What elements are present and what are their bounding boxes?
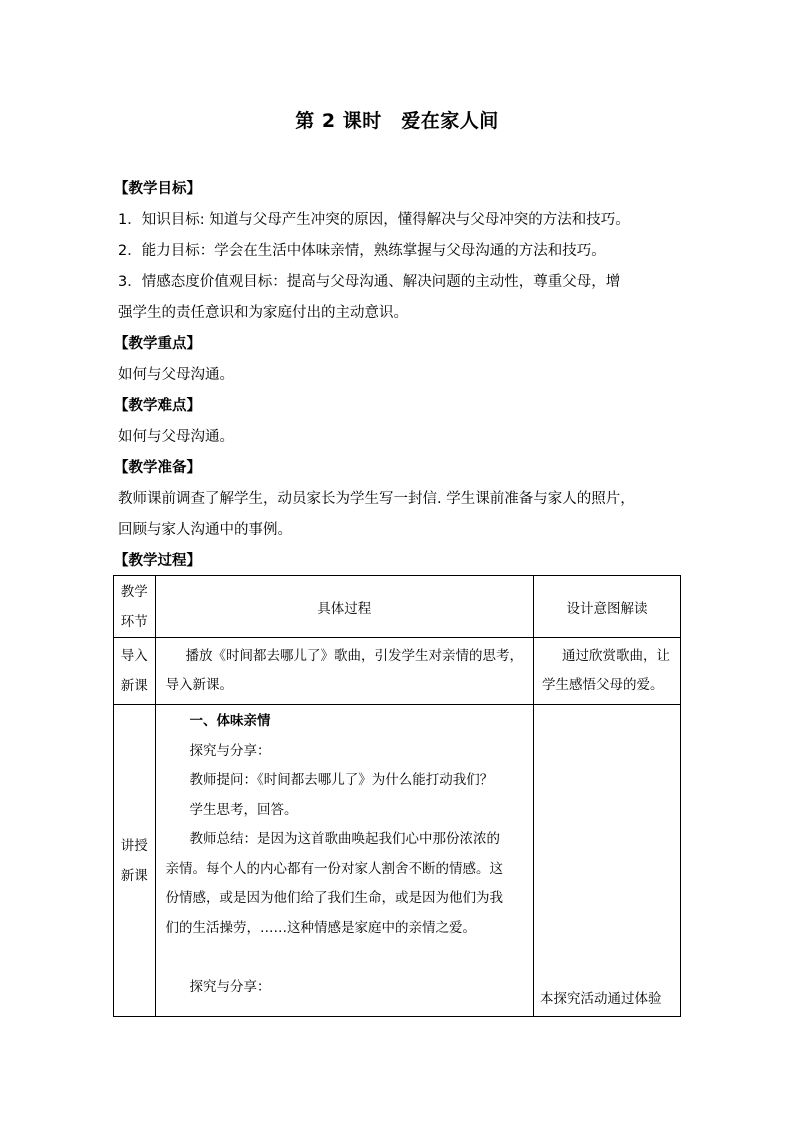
intro-design — [534, 638, 681, 705]
lecture-student-answer: 学生思考，回答。 — [189, 801, 298, 818]
table-row-intro — [114, 638, 681, 705]
header-stage-line2: 环节 — [120, 613, 148, 630]
lecture-process — [155, 705, 534, 1017]
difficulties-heading: 【教学难点】 — [114, 398, 201, 414]
objective-knowledge: 1．知识目标: 知道与父母产生冲突的原因，懂得解决与父母冲突的方法和技巧。 — [118, 212, 630, 228]
table-row-lecture — [114, 705, 681, 1017]
lecture-stage-line1: 讲授 — [120, 837, 148, 854]
intro-process-line2: 导入新课。 — [165, 677, 233, 693]
header-design: 设计意图解读 — [534, 576, 681, 638]
preparation-line2: 回顾与家人沟通中的事例。 — [118, 522, 292, 538]
lecture-summary-line1: 教师总结：是因为这首歌曲唤起我们心中那份浓浓的 — [189, 831, 500, 847]
lesson-plan-body — [114, 174, 682, 577]
intro-stage-line2: 新课 — [120, 678, 148, 694]
teaching-process-table — [113, 575, 681, 1017]
table-header-row — [114, 576, 681, 638]
lecture-explore-share-2: 探究与分享： — [189, 979, 271, 995]
lecture-section-title: 一、体味亲情 — [189, 713, 271, 729]
process-heading: 【教学过程】 — [114, 553, 201, 569]
intro-design-line2: 学生感悟父母的爱。 — [542, 677, 664, 693]
key-points-text: 如何与父母沟通。 — [118, 367, 234, 383]
lecture-summary-line4: 们的生活操劳，……这种情感是家庭中的亲情之爱。 — [165, 919, 476, 936]
intro-stage — [114, 638, 156, 705]
difficulties-text: 如何与父母沟通。 — [118, 429, 234, 445]
objectives-heading: 【教学目标】 — [114, 181, 201, 197]
lecture-stage-line2: 新课 — [120, 867, 148, 884]
intro-process — [155, 638, 534, 705]
page-title: 第 2 课时 爱在家人间 — [295, 110, 499, 132]
key-points-heading: 【教学重点】 — [114, 336, 201, 352]
intro-process-line1: 播放《时间都去哪儿了》歌曲，引发学生对亲情的思考， — [185, 648, 523, 664]
objective-attitude-line1: 3．情感态度价值观目标：提高与父母沟通、解决问题的主动性，尊重父母，增 — [118, 274, 621, 290]
header-stage — [114, 576, 156, 638]
preparation-heading: 【教学准备】 — [114, 460, 201, 476]
intro-stage-line1: 导入 — [120, 648, 148, 664]
objective-ability: 2．能力目标：学会在生活中体味亲情，熟练掌握与父母沟通的方法和技巧。 — [118, 243, 606, 259]
preparation-line1: 教师课前调查了解学生，动员家长为学生写一封信. 学生课前准备与家人的照片， — [118, 491, 635, 507]
lecture-design — [534, 705, 681, 1017]
header-stage-line1: 教学 — [120, 583, 148, 600]
lecture-summary-line2: 亲情。每个人的内心都有一份对家人割舍不断的情感。这 — [165, 860, 503, 877]
objective-attitude-line2: 强学生的责任意识和为家庭付出的主动意识。 — [118, 305, 408, 321]
lecture-teacher-question: 教师提问：《时间都去哪儿了》为什么能打动我们？ — [189, 772, 494, 788]
lecture-explore-share-1: 探究与分享： — [189, 742, 271, 759]
lecture-stage — [114, 705, 156, 1017]
intro-design-line1: 通过欣赏歌曲，让 — [562, 648, 670, 664]
header-process: 具体过程 — [155, 576, 534, 638]
lecture-summary-line3: 份情感，或是因为他们给了我们生命，或是因为他们为我 — [165, 890, 503, 906]
lecture-design-text: 本探究活动通过体验 — [540, 991, 662, 1007]
